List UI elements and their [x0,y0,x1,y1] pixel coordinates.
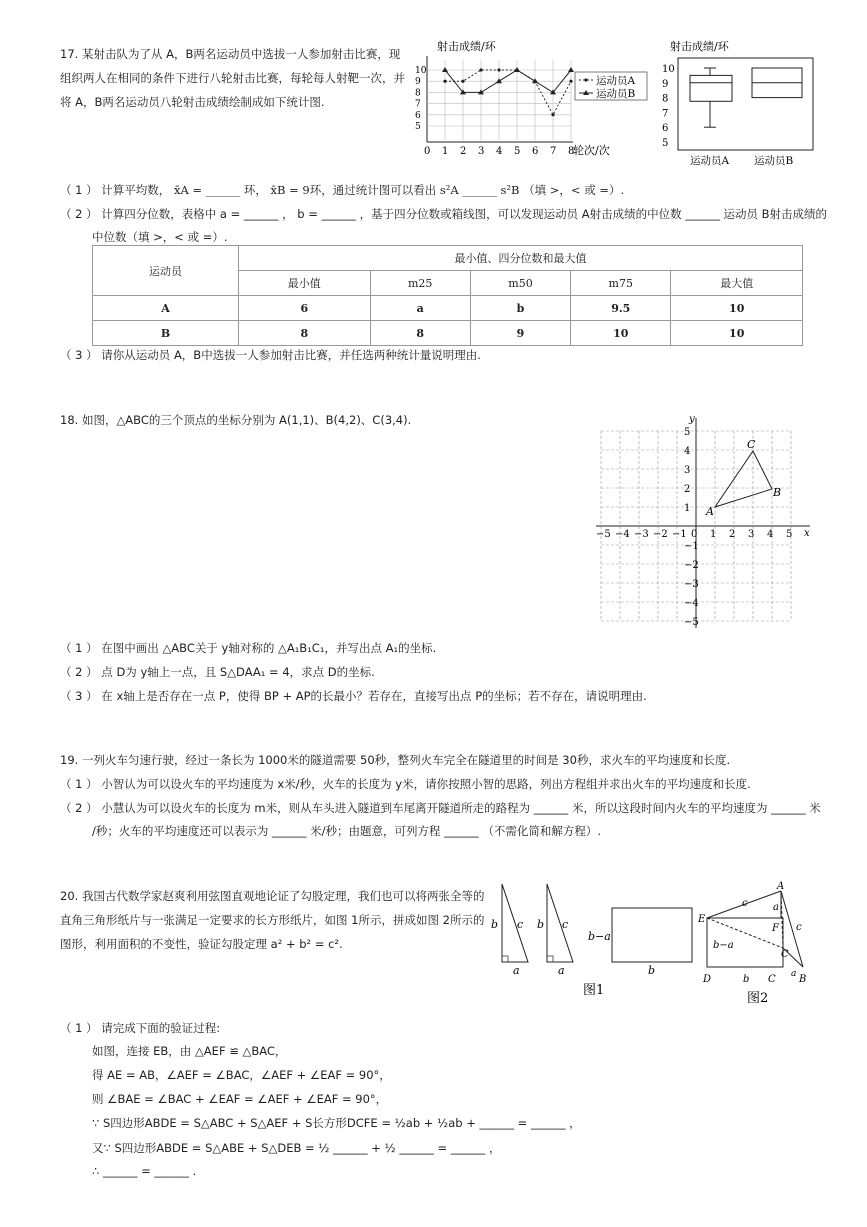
table-col-m75: m75 [571,271,671,296]
point-athlete-a [479,68,482,71]
q19-stem: 19. 一列火车匀速行驶，经过一条长为 1000米的隧道需要 50秒，整列火车完全在隧道里的时间是 30秒，求火车的平均速度和长度. [60,753,731,767]
svg-text:F: F [772,923,779,934]
q20-stem-line2: 直角三角形纸片与一张满足一定要求的长方形纸片，如图 1所示，拼成如图 2所示的 [60,913,485,927]
box-chart-y-tick: 10 [662,64,675,75]
grid-y-tick: −4 [684,598,699,609]
grid-x-tick: 4 [767,529,774,540]
point-athlete-b [532,78,538,83]
svg-text:b−a: b−a [713,940,734,951]
grid-y-tick: 5 [684,427,691,438]
point-athlete-a [551,113,554,116]
svg-text:c: c [517,918,524,931]
svg-text:x: x [804,528,810,539]
grid-x-tick: 1 [710,529,717,540]
fig1-triangle-1 [502,884,528,962]
svg-text:b: b [743,974,750,985]
q20-step4: ∵ S四边形ABDE = S△ABC + S△AEF + S长方形DCFE = ½ab + ½ab + ______ = ______ ， [92,1116,581,1130]
q17-stem-line2: 组织两人在相同的条件下进行八轮射击比赛，每轮每人射靶一次，并 [60,71,405,85]
table-col-max: 最大值 [671,271,803,296]
grid-x-tick: −3 [634,529,649,540]
q18-part1: （ 1 ） 在图中画出 △ABC关于 y轴对称的 △A₁B₁C₁，并写出点 A₁的坐标. [60,641,437,655]
table-row: B 8 8 9 10 10 [93,321,803,346]
legend-athlete-a: 运动员A [596,75,636,87]
svg-text:a: a [558,964,565,977]
point-a-label: A [706,505,714,518]
grid-y-tick: −1 [684,541,699,552]
box-chart-y-tick: 5 [662,138,669,149]
fig1-label: 图1 [583,983,605,998]
q17-box-chart [660,38,820,168]
table-row: A 6 a b 9.5 10 [93,296,803,321]
q17-part2-line2: 中位数（填 >，< 或 =）. [92,230,228,244]
box-chart-y-tick: 9 [662,78,669,90]
svg-text:c: c [742,898,748,909]
q20-step5: 又∵ S四边形ABDE = S△ABE + S△DEB = ½ ______ + ½ ______ = ______ ， [92,1141,501,1155]
q20-step2: 得 AE = AB，∠AEF = ∠BAC，∠AEF + ∠EAF = 90°， [92,1068,391,1082]
point-athlete-a [497,68,500,71]
line-chart-x-tick: 4 [496,146,503,157]
point-c-label: C [747,438,756,451]
svg-text:A: A [777,881,785,892]
table-col-m50: m50 [470,271,570,296]
grid-x-tick: −4 [615,529,630,540]
line-chart-x-tick: 3 [478,146,485,157]
line-chart-y-tick: 9 [415,77,421,88]
point-athlete-b [496,78,502,83]
q20-step6: ∴ ______ = ______ . [92,1164,197,1178]
fig1-rectangle [612,908,692,962]
table-col-m25: m25 [370,271,470,296]
q20-stem-line3: 图形，利用面积的不变性，验证勾股定理 a² + b² = c². [60,937,343,951]
svg-text:a: a [773,902,779,913]
q18-part3: （ 3 ） 在 x轴上是否存在一点 P，使得 BP + AP的长最小？若存在，直接写出点 P的坐标；若不存在，请说明理由. [60,689,647,703]
grid-y-tick: 2 [684,484,691,495]
q18-part2: （ 2 ） 点 D为 y轴上一点，且 S△DAA₁ = 4，求点 D的坐标. [60,665,375,679]
table-head-athlete: 运动员 [93,246,239,296]
q20-step3: 则 ∠BAE = ∠BAC + ∠EAF = ∠AEF + ∠EAF = 90°， [92,1092,388,1106]
line-chart-x-tick: 0 [424,146,431,157]
q20-part1: （ 1 ） 请完成下面的验证过程: [60,1021,221,1035]
svg-text:B: B [799,974,807,985]
grid-y-tick: 1 [684,503,691,514]
q18-stem: 18. 如图，△ABC的三个顶点的坐标分别为 A(1,1)、B(4,2)、C(3,4). [60,413,412,427]
line-chart-x-tick: 5 [514,146,521,157]
grid-x-tick: 0 [691,529,698,540]
svg-text:b: b [537,918,545,931]
box-chart-y-tick: 6 [662,123,669,135]
grid-x-tick: 2 [729,529,736,540]
q20-step1: 如图，连接 EB，由 △AEF ≌ △BAC， [92,1044,287,1058]
point-athlete-b [568,67,574,72]
box-cat-b: 运动员B [754,155,794,167]
fig1-triangle-2 [547,884,573,962]
svg-text:C: C [781,949,789,960]
q18-coordinate-grid [592,412,817,630]
box-chart-y-tick: 7 [662,108,669,120]
line-chart-ylabel: 射击成绩/环 [437,40,496,53]
box-chart-ylabel: 射击成绩/环 [670,40,729,53]
point-athlete-a [443,80,446,83]
q19-part1: （ 1 ） 小智认为可以设火车的平均速度为 x米/秒，火车的长度为 y米，请你按照小智的思路，列出方程组并求出火车的平均速度和长度. [60,777,751,791]
line-chart-x-tick: 8 [568,146,575,157]
svg-text:c: c [562,918,569,931]
q19-part2-line1: （ 2 ） 小慧认为可以设火车的长度为 m米，则从车头进入隧道到车尾离开隧道所走的路程为 ______ 米，所以这段时间内火车的平均速度为 ______ 米 [60,801,821,815]
grid-y-tick: 4 [684,446,691,457]
point-athlete-a [569,80,572,83]
svg-text:E: E [698,914,706,925]
grid-x-tick: 3 [748,529,755,540]
svg-text:D: D [703,974,712,985]
grid-x-tick: −1 [672,529,687,540]
box-cat-a: 运动员A [690,155,730,167]
grid-y-tick: −3 [684,579,699,590]
line-chart-y-tick: 7 [415,99,421,110]
q17-stem-line1: 17. 某射击队为了从 A，B两名运动员中选拔一人参加射击比赛，现 [60,47,401,61]
box-a [690,75,732,101]
point-athlete-b [442,67,448,72]
line-chart-x-tick: 1 [442,146,449,157]
svg-text:a: a [791,969,797,979]
q17-quartile-table [92,245,803,346]
svg-text:b−a: b−a [588,930,611,943]
table-head-group: 最小值、四分位数和最大值 [239,246,803,271]
grid-y-tick: 3 [684,465,691,476]
point-athlete-a [461,80,464,83]
line-chart-x-tick: 2 [460,146,467,157]
line-chart-y-tick: 5 [415,122,421,132]
line-chart-x-tick: 6 [532,146,539,157]
q17-part1: （ 1 ） 计算平均数， x̄A = ______ 环， x̄B = 9环，通过统计图可以看出 s²A ______ s²B （填 >，< 或 =）. [60,183,625,197]
q20-figures [485,878,815,1010]
line-chart-xlabel: 轮次/次 [573,144,610,157]
fig2-label: 图2 [747,991,769,1006]
svg-text:c: c [796,922,802,933]
svg-text:b: b [491,918,499,931]
q20-stem-line1: 20. 我国古代数学家赵爽利用弦图直观地论证了勾股定理，我们也可以将两张全等的 [60,889,485,903]
grid-x-tick: −2 [653,529,668,540]
box-chart-y-tick: 8 [662,93,669,105]
line-chart-x-tick: 7 [550,146,557,157]
triangle-abc [715,451,772,507]
line-chart-y-tick: 8 [415,88,421,99]
q17-part3: （ 3 ） 请你从运动员 A，B中选拔一人参加射击比赛，并任选两种统计量说明理由. [60,348,481,362]
grid-y-tick: −2 [684,560,699,571]
svg-text:C: C [768,974,776,985]
grid-x-tick: −5 [596,529,611,540]
point-b-label: B [773,486,782,499]
q17-stem-line3: 将 A，B两名运动员八轮射击成绩绘制成如下统计图. [60,95,325,109]
svg-text:a: a [513,964,520,977]
svg-text:y: y [689,414,695,425]
grid-x-tick: 5 [786,529,793,540]
table-col-min: 最小值 [239,271,371,296]
grid-y-tick: −5 [684,617,699,628]
q19-part2-line2: /秒；火车的平均速度还可以表示为 ______ 米/秒；由题意，可列方程 ______ （不需化简和解方程）. [92,824,602,838]
line-chart-y-tick: 6 [415,110,421,121]
q17-line-chart [415,38,650,160]
legend-athlete-b: 运动员B [596,88,636,100]
q17-part2-line1: （ 2 ） 计算四分位数，表格中 a = ______ ， b = ______ ，基于四分位数或箱线图，可以发现运动员 A射击成绩的中位数 ______ 运动员 B射击成绩的 [60,207,828,221]
line-chart-y-tick: 10 [415,66,427,76]
svg-text:b: b [648,964,656,977]
